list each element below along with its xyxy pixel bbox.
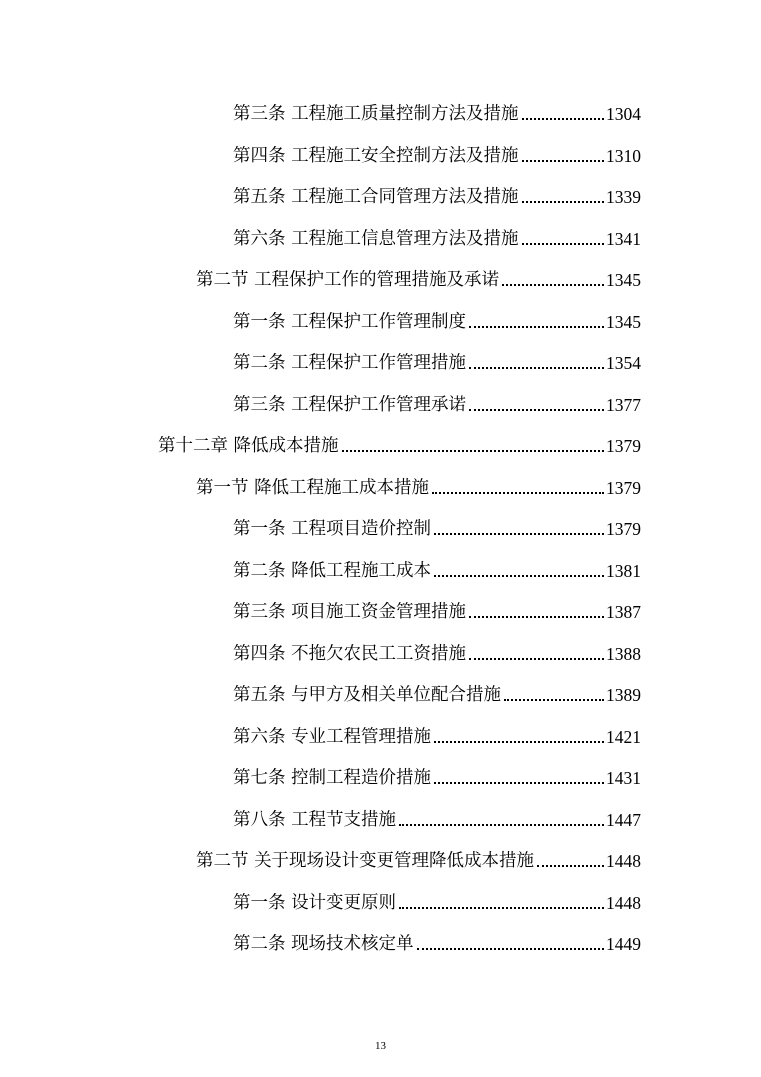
toc-entry-title: 第十二章 降低成本措施 [158,436,339,456]
toc-entry[interactable] [233,759,641,789]
toc-entry[interactable] [196,469,641,499]
toc-entry-page: 1431 [606,768,641,788]
toc-dot-leader [522,160,604,162]
toc-entry-page: 1379 [606,436,641,456]
toc-entry[interactable] [233,220,641,250]
toc-entry-page: 1448 [606,851,641,871]
toc-entry-title: 第三条 项目施工资金管理措施 [233,602,467,622]
toc-entry-title: 第六条 工程施工信息管理方法及措施 [233,229,519,249]
toc-entry-page: 1354 [606,353,641,373]
toc-entry-page: 1447 [606,810,641,830]
toc-entry[interactable] [233,178,641,208]
toc-dot-leader [434,533,604,535]
toc-entry[interactable] [158,427,641,457]
toc-entry-page: 1304 [606,104,641,124]
toc-entry[interactable] [196,261,641,291]
toc-dot-leader [469,326,604,328]
toc-entry-title: 第八条 工程节支措施 [233,810,397,830]
toc-entry[interactable] [196,842,641,872]
toc-entry-page: 1345 [606,270,641,290]
toc-entry-page: 1448 [606,893,641,913]
toc-dot-leader [469,658,604,660]
toc-dot-leader [469,616,604,618]
toc-entry[interactable] [233,95,641,125]
toc-dot-leader [434,782,604,784]
toc-entry-title: 第二条 降低工程施工成本 [233,561,432,581]
toc-dot-leader [504,699,604,701]
toc-entry-title: 第四条 工程施工安全控制方法及措施 [233,146,519,166]
toc-dot-leader [399,824,604,826]
toc-entry-page: 1387 [606,602,641,622]
toc-dot-leader [522,118,604,120]
toc-dot-leader [432,492,604,494]
toc-dot-leader [417,948,604,950]
toc-entry-title: 第四条 不拖欠农民工工资措施 [233,644,467,664]
toc-entry-page: 1449 [606,934,641,954]
toc-entry-title: 第二条 现场技术核定单 [233,934,414,954]
toc-entry-page: 1388 [606,644,641,664]
toc-entry-page: 1310 [606,146,641,166]
toc-dot-leader [469,367,604,369]
toc-entry-page: 1345 [606,312,641,332]
toc-entry-title: 第二节 工程保护工作的管理措施及承诺 [196,270,500,290]
toc-dot-leader [522,243,604,245]
toc-entry[interactable] [233,137,641,167]
toc-entry-page: 1381 [606,561,641,581]
toc-entry-page: 1341 [606,229,641,249]
toc-dot-leader [399,907,604,909]
toc-entry-title: 第五条 工程施工合同管理方法及措施 [233,187,519,207]
toc-entry[interactable] [233,635,641,665]
toc-entry[interactable] [233,593,641,623]
toc-dot-leader [434,741,604,743]
toc-entry[interactable] [233,303,641,333]
toc-entry[interactable] [233,676,641,706]
toc-entry-title: 第一条 设计变更原则 [233,893,397,913]
toc-entry-title: 第三条 工程施工质量控制方法及措施 [233,104,519,124]
toc-entry-page: 1421 [606,727,641,747]
toc-entry-page: 1379 [606,519,641,539]
toc-dot-leader [537,865,604,867]
toc-entry[interactable] [233,344,641,374]
toc-entry-page: 1379 [606,478,641,498]
toc-dot-leader [434,575,604,577]
toc-entry-title: 第五条 与甲方及相关单位配合措施 [233,685,502,705]
toc-entry-page: 1339 [606,187,641,207]
toc-entry[interactable] [233,552,641,582]
toc-dot-leader [522,201,604,203]
toc-entry[interactable] [233,884,641,914]
toc-entry[interactable] [233,801,641,831]
toc-entry-title: 第一节 降低工程施工成本措施 [196,478,430,498]
toc-entry-title: 第六条 专业工程管理措施 [233,727,432,747]
toc-entry-title: 第二节 关于现场设计变更管理降低成本措施 [196,851,535,871]
toc-dot-leader [502,284,604,286]
toc-entry-title: 第二条 工程保护工作管理措施 [233,353,467,373]
toc-entry-page: 1377 [606,395,641,415]
toc-entry-title: 第七条 控制工程造价措施 [233,768,432,788]
toc-entry-title: 第一条 工程保护工作管理制度 [233,312,467,332]
page-number: 13 [375,1040,386,1052]
toc-entry[interactable] [233,925,641,955]
toc-entry-page: 1389 [606,685,641,705]
toc-entry-title: 第三条 工程保护工作管理承诺 [233,395,467,415]
toc-entry-title: 第一条 工程项目造价控制 [233,519,432,539]
toc-entry[interactable] [233,510,641,540]
toc-entry[interactable] [233,718,641,748]
toc-dot-leader [469,409,604,411]
toc-dot-leader [342,450,604,452]
toc-entry[interactable] [233,386,641,416]
